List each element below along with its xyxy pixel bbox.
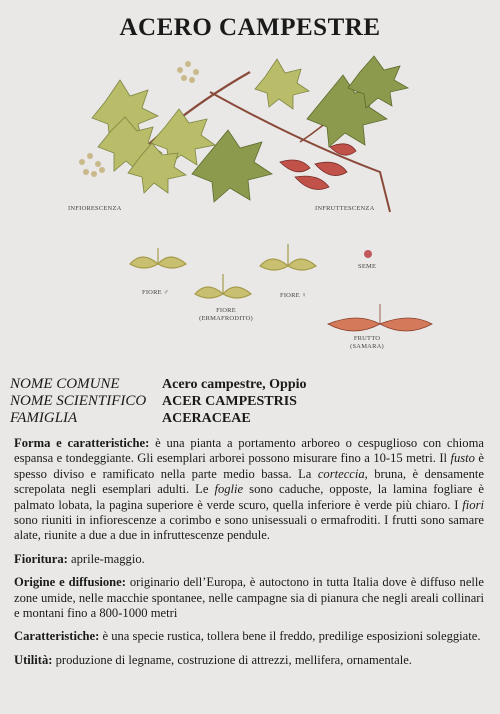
name-value: Acero campestre, Oppio xyxy=(162,376,307,392)
section-italic: fusto xyxy=(450,451,475,466)
samara-cluster xyxy=(280,144,356,190)
label-fiore-ermafrodito-line2: (ERMAFRODITO) xyxy=(199,315,253,322)
label-fiore-ermafrodito xyxy=(198,307,254,323)
label-fiore-femminile: FIORE ♀ xyxy=(280,292,307,299)
label-frutto-line1: FRUTTO xyxy=(353,335,381,342)
botanical-illustration xyxy=(60,52,480,372)
maple-branch-drawing xyxy=(60,52,480,372)
section-heading: Utilità: xyxy=(14,652,53,667)
name-row-common xyxy=(10,376,490,393)
section-heading: Fioritura: xyxy=(14,551,68,566)
name-value: ACER CAMPESTRIS xyxy=(162,393,297,409)
names-table xyxy=(10,376,490,427)
section-text: sono riuniti in infiorescenze a corimbo e sono unisessuali o ermafroditi. I frutti sono samare alate, riunite a due a due in infruttescenze pendule. xyxy=(14,513,484,543)
label-infruttescenza: INFRUTTESCENZA xyxy=(315,205,375,212)
section-text: aprile-maggio. xyxy=(67,551,145,566)
label-fiore-ermafrodito-line1: FIORE xyxy=(216,307,236,314)
section-text: è una specie rustica, tollera bene il freddo, predilige esposizioni soleggiate. xyxy=(99,629,481,644)
section-origine xyxy=(14,575,484,621)
label-infiorescenza: INFIORESCENZA xyxy=(68,205,122,212)
page-title: ACERO CAMPESTRE xyxy=(119,14,381,41)
section-text: originario dell’Europa, è autoctono in tutta Italia dove è diffuso nelle zone umide, nelle macchie spontanee, nelle campagne sia di pianura che negli areali collinari e montani fino a 800-1000 metri xyxy=(14,575,484,621)
section-text: produzione di legname, costruzione di attrezzi, mellifera, ornamentale. xyxy=(52,652,412,667)
name-key: FAMIGLIA xyxy=(10,410,78,426)
section-heading: Forma e caratteristiche: xyxy=(14,436,150,450)
label-fiore-maschile: FIORE ♂ xyxy=(142,289,169,296)
name-value: ACERACEAE xyxy=(162,410,251,426)
section-utilita xyxy=(14,653,484,668)
description xyxy=(14,436,484,676)
section-heading: Caratteristiche: xyxy=(14,629,100,644)
name-row-scientific xyxy=(10,393,490,410)
section-text: è spesso diviso e ramificato nella parte medio bassa. La xyxy=(14,451,485,481)
label-frutto xyxy=(342,335,392,351)
section-text: sono caduche, opposte, la lamina fogliare è palmato lobata, la pagina superiore è verde scuro, quella inferiore è verde più chiaro. I xyxy=(14,482,484,512)
name-key: NOME SCIENTIFICO xyxy=(10,393,147,409)
name-row-family xyxy=(10,410,490,427)
section-text: , bruna, è densamente screpolata negli esemplari adulti. Le xyxy=(14,466,484,497)
label-frutto-line2: (SAMARA) xyxy=(350,343,384,350)
name-key: NOME COMUNE xyxy=(10,376,120,392)
label-seme: SEME xyxy=(358,263,377,270)
section-fioritura xyxy=(14,552,484,567)
section-text: è una pianta a portamento arboreo o cespuglioso con chioma espansa e tondeggiante. Gli esemplari arborei possono misurare fino a 10-15 metri. Il xyxy=(14,436,484,466)
section-italic: corteccia xyxy=(317,466,365,481)
section-forma xyxy=(14,436,484,544)
section-caratteristiche xyxy=(14,629,484,644)
section-heading: Origine e diffusione: xyxy=(14,575,126,590)
section-italic: foglie xyxy=(214,482,244,497)
section-italic: fiori xyxy=(462,497,484,512)
